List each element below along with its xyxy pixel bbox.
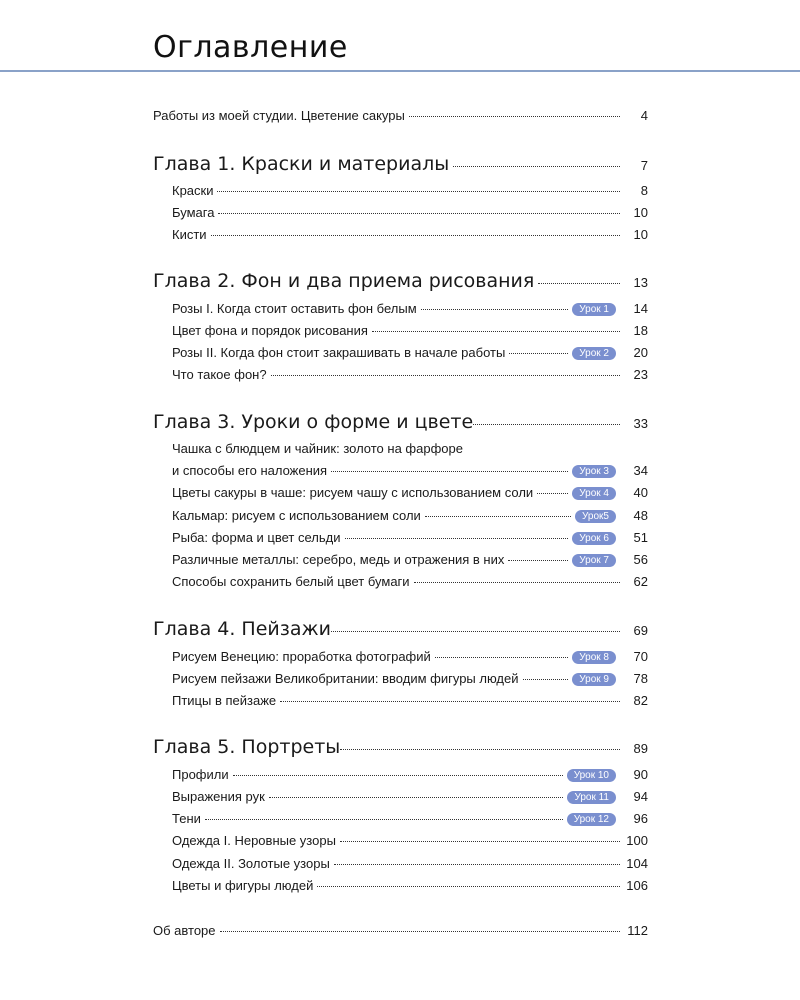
page-title: Оглавление <box>153 30 348 65</box>
page-number: 10 <box>633 227 648 242</box>
page-number: 4 <box>640 108 648 123</box>
page-number: 100 <box>626 833 648 848</box>
page-number: 62 <box>633 574 648 589</box>
toc-entry-label: Одежда II. Золотые узоры <box>172 856 330 871</box>
page-number: 56 <box>633 552 648 567</box>
toc-entry[interactable] <box>172 367 648 382</box>
toc-entry[interactable] <box>172 767 648 783</box>
chapter-title: Глава 1. Краски и материалы <box>153 153 450 175</box>
page-number: 106 <box>626 878 648 893</box>
page-number: 18 <box>633 323 648 338</box>
toc-entry-label: Цвет фона и порядок рисования <box>172 323 368 338</box>
dot-leader <box>537 493 568 494</box>
toc-entry[interactable] <box>172 833 648 848</box>
lesson-badge: Урок 7 <box>572 554 616 567</box>
toc-entry[interactable] <box>172 530 648 546</box>
chapter-heading-2[interactable] <box>153 270 648 292</box>
toc-entry[interactable] <box>172 345 648 361</box>
dot-leader <box>218 213 620 214</box>
toc-entry[interactable] <box>172 183 648 198</box>
dot-leader <box>211 235 620 236</box>
dot-leader <box>435 657 568 658</box>
toc-entry-label: Различные металлы: серебро, медь и отражения в них <box>172 552 505 567</box>
toc-entry[interactable] <box>172 789 648 805</box>
page-number: 10 <box>633 205 648 220</box>
dot-leader <box>280 701 620 702</box>
toc-entry-label: Тени <box>172 811 201 826</box>
toc-entry-label: Кисти <box>172 227 207 242</box>
toc-entry-about-author[interactable] <box>153 923 648 938</box>
dot-leader <box>340 841 620 842</box>
toc-entry-label: Рыба: форма и цвет сельди <box>172 530 341 545</box>
page-number: 7 <box>640 158 648 173</box>
toc-entry-label: Профили <box>172 767 229 782</box>
toc-entry[interactable] <box>172 693 648 708</box>
dot-leader <box>425 516 571 517</box>
toc-entry-label: Что такое фон? <box>172 367 267 382</box>
toc-entry[interactable] <box>172 552 648 568</box>
toc-entry[interactable] <box>172 463 648 479</box>
page-number: 40 <box>633 485 648 500</box>
toc-entry-first-line: Чашка с блюдцем и чайник: золото на фарфоре <box>172 441 463 456</box>
chapter-heading-3[interactable] <box>153 411 648 433</box>
toc-entry[interactable] <box>172 485 648 501</box>
dot-leader <box>331 631 620 632</box>
toc-entry[interactable] <box>172 323 648 338</box>
page-number: 48 <box>633 508 648 523</box>
lesson-badge: Урок 3 <box>572 465 616 478</box>
toc-entry[interactable] <box>172 508 648 524</box>
toc-entry[interactable] <box>172 301 648 317</box>
page-number: 82 <box>633 693 648 708</box>
dot-leader <box>220 931 620 932</box>
dot-leader <box>233 775 563 776</box>
page-number: 14 <box>633 301 648 316</box>
dot-leader <box>334 864 620 865</box>
chapter-heading-1[interactable] <box>153 153 648 175</box>
page-number: 8 <box>640 183 648 198</box>
chapter-title: Глава 2. Фон и два приема рисования <box>153 270 535 292</box>
page-number: 96 <box>633 811 648 826</box>
toc-entry-label: Выражения рук <box>172 789 265 804</box>
toc-entry-intro[interactable] <box>153 108 648 123</box>
page-number: 78 <box>633 671 648 686</box>
page-number: 112 <box>627 923 648 938</box>
dot-leader <box>409 116 620 117</box>
page-number: 51 <box>633 530 648 545</box>
toc-entry-label: Розы II. Когда фон стоит закрашивать в начале работы <box>172 345 506 360</box>
lesson-badge: Урок 8 <box>572 651 616 664</box>
toc-entry[interactable] <box>172 856 648 871</box>
dot-leader <box>509 353 568 354</box>
toc-entry[interactable] <box>172 671 648 687</box>
toc-entry[interactable] <box>172 811 648 827</box>
toc-entry-label: Работы из моей студии. Цветение сакуры <box>153 108 405 123</box>
toc-entry-label: Бумага <box>172 205 215 220</box>
page-number: 94 <box>633 789 648 804</box>
dot-leader <box>269 797 564 798</box>
toc-entry[interactable] <box>172 574 648 589</box>
toc-entry-label: и способы его наложения <box>172 463 328 478</box>
dot-leader <box>331 471 568 472</box>
dot-leader <box>205 819 563 820</box>
chapter-title: Глава 4. Пейзажи <box>153 618 331 640</box>
toc-entry[interactable] <box>172 878 648 893</box>
dot-leader <box>271 375 620 376</box>
toc-entry-label: Цветы и фигуры людей <box>172 878 314 893</box>
dot-leader <box>414 582 620 583</box>
toc-entry[interactable] <box>172 227 648 242</box>
page-number: 33 <box>633 416 648 431</box>
toc-entry-label: Рисуем Венецию: проработка фотографий <box>172 649 431 664</box>
lesson-badge: Урок 9 <box>572 673 616 686</box>
toc-entry-label: Рисуем пейзажи Великобритании: вводим фигуры людей <box>172 671 519 686</box>
dot-leader <box>508 560 568 561</box>
toc-entry[interactable] <box>172 205 648 220</box>
toc-entry-label: Розы I. Когда стоит оставить фон белым <box>172 301 417 316</box>
lesson-badge: Урок 10 <box>567 769 616 782</box>
chapter-heading-4[interactable] <box>153 618 648 640</box>
page-number: 90 <box>633 767 648 782</box>
page-number: 13 <box>633 275 648 290</box>
page-number: 104 <box>626 856 648 871</box>
dot-leader <box>421 309 569 310</box>
chapter-title: Глава 3. Уроки о форме и цвете <box>153 411 474 433</box>
toc-entry-label: Одежда I. Неровные узоры <box>172 833 336 848</box>
toc-entry-label: Цветы сакуры в чаше: рисуем чашу с использованием соли <box>172 485 534 500</box>
toc-entry-label: Кальмар: рисуем с использованием соли <box>172 508 421 523</box>
page-number: 20 <box>633 345 648 360</box>
lesson-badge: Урок 11 <box>567 791 616 804</box>
lesson-badge: Урок 2 <box>572 347 616 360</box>
dot-leader <box>523 679 569 680</box>
page-number: 69 <box>633 623 648 638</box>
chapter-heading-5[interactable] <box>153 736 648 758</box>
toc-entry-label: Способы сохранить белый цвет бумаги <box>172 574 410 589</box>
dot-leader <box>217 191 620 192</box>
page-number: 34 <box>633 463 648 478</box>
lesson-badge: Урок 4 <box>572 487 616 500</box>
toc-entry-label: Об авторе <box>153 923 216 938</box>
title-divider <box>0 70 800 72</box>
dot-leader <box>340 749 620 750</box>
dot-leader <box>372 331 620 332</box>
page-number: 89 <box>633 741 648 756</box>
lesson-badge: Урок 6 <box>572 532 616 545</box>
chapter-title: Глава 5. Портреты <box>153 736 341 758</box>
dot-leader <box>345 538 569 539</box>
lesson-badge: Урок5 <box>575 510 616 523</box>
page-number: 23 <box>633 367 648 382</box>
toc-entry[interactable] <box>172 649 648 665</box>
lesson-badge: Урок 1 <box>572 303 616 316</box>
dot-leader <box>317 886 620 887</box>
dot-leader <box>538 283 620 284</box>
dot-leader <box>473 424 620 425</box>
toc-entry-label: Краски <box>172 183 214 198</box>
lesson-badge: Урок 12 <box>567 813 616 826</box>
page-number: 70 <box>633 649 648 664</box>
toc-entry-label: Птицы в пейзаже <box>172 693 277 708</box>
dot-leader <box>453 166 620 167</box>
